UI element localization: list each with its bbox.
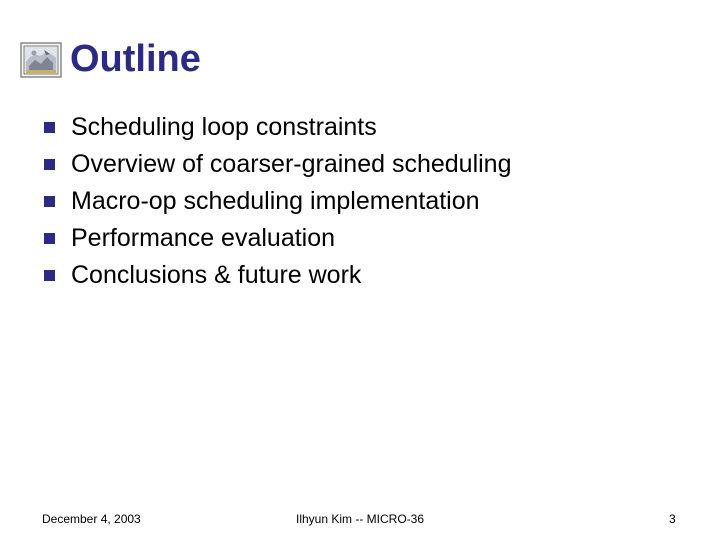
bullet-text: Macro-op scheduling implementation <box>71 187 480 215</box>
square-bullet-icon <box>44 196 55 207</box>
university-seal-icon <box>20 42 62 78</box>
list-item <box>44 109 512 146</box>
footer-author: Ilhyun Kim -- MICRO-36 <box>296 512 425 526</box>
list-item <box>44 183 512 220</box>
square-bullet-icon <box>44 233 55 244</box>
list-item <box>44 220 512 257</box>
bullet-text: Scheduling loop constraints <box>71 113 377 141</box>
list-item <box>44 257 512 294</box>
page-number: 3 <box>669 512 676 526</box>
bullet-text: Overview of coarser-grained scheduling <box>71 150 512 178</box>
page-title: Outline <box>70 38 201 80</box>
bullet-list <box>44 109 512 294</box>
square-bullet-icon <box>44 122 55 133</box>
bullet-text: Conclusions & future work <box>71 261 362 289</box>
square-bullet-icon <box>44 159 55 170</box>
bullet-text: Performance evaluation <box>71 224 336 252</box>
footer-date: December 4, 2003 <box>42 512 141 526</box>
square-bullet-icon <box>44 270 55 281</box>
list-item <box>44 146 512 183</box>
